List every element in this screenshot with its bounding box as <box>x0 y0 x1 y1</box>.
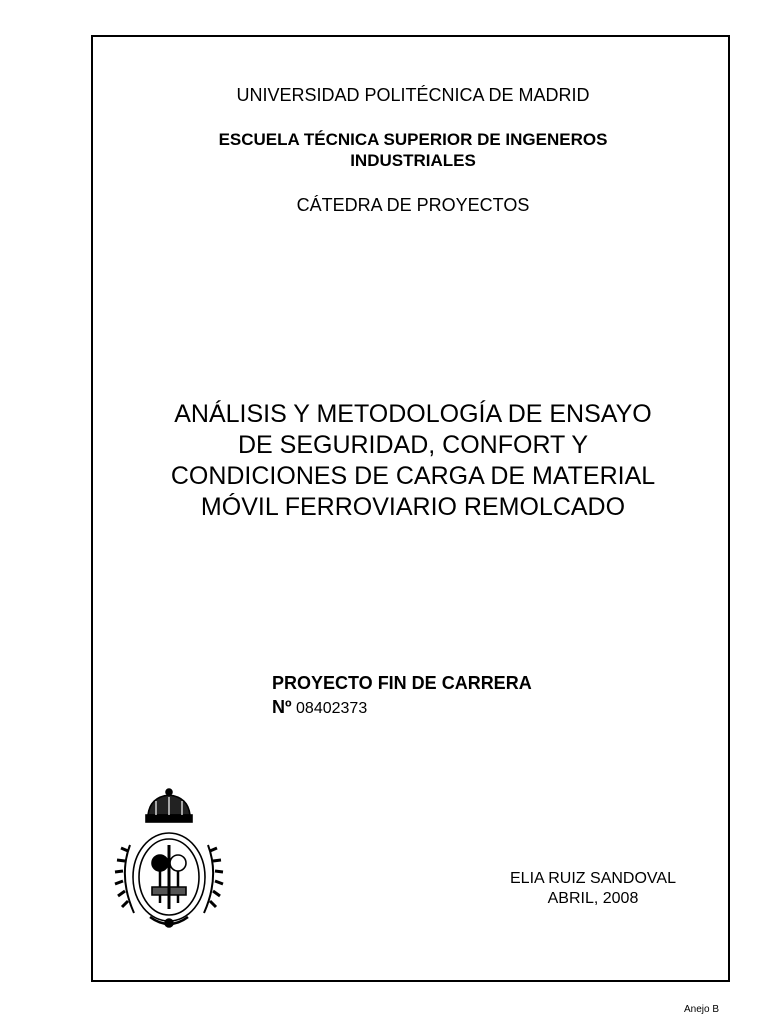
project-title-line2: DE SEGURIDAD, CONFORT Y <box>237 431 589 459</box>
school-name-line2: INDUSTRIALES <box>350 151 476 170</box>
author-block <box>453 869 733 909</box>
project-number <box>272 697 367 718</box>
school-name-line1: ESCUELA TÉCNICA SUPERIOR DE INGENEROS <box>218 130 608 149</box>
annex-label: Anejo B <box>684 1004 720 1015</box>
project-title-line4: MÓVIL FERROVIARIO REMOLCADO <box>200 493 626 521</box>
project-type-label: PROYECTO FIN DE CARRERA <box>272 673 532 693</box>
project-number-value: 08402373 <box>296 700 368 717</box>
project-title-line1: ANÁLISIS Y METODOLOGÍA DE ENSAYO <box>174 400 652 428</box>
university-seal-icon <box>110 785 228 933</box>
project-number-symbol: Nº <box>272 697 292 717</box>
author-name: ELIA RUIZ SANDOVAL <box>510 870 676 887</box>
project-title <box>133 399 693 523</box>
project-title-line3: CONDICIONES DE CARGA DE MATERIAL <box>170 462 656 490</box>
page-frame <box>91 35 730 982</box>
school-name <box>153 129 673 171</box>
department-name: CÁTEDRA DE PROYECTOS <box>296 195 530 215</box>
university-name: UNIVERSIDAD POLITÉCNICA DE MADRID <box>236 85 590 105</box>
publication-date: ABRIL, 2008 <box>547 890 639 907</box>
